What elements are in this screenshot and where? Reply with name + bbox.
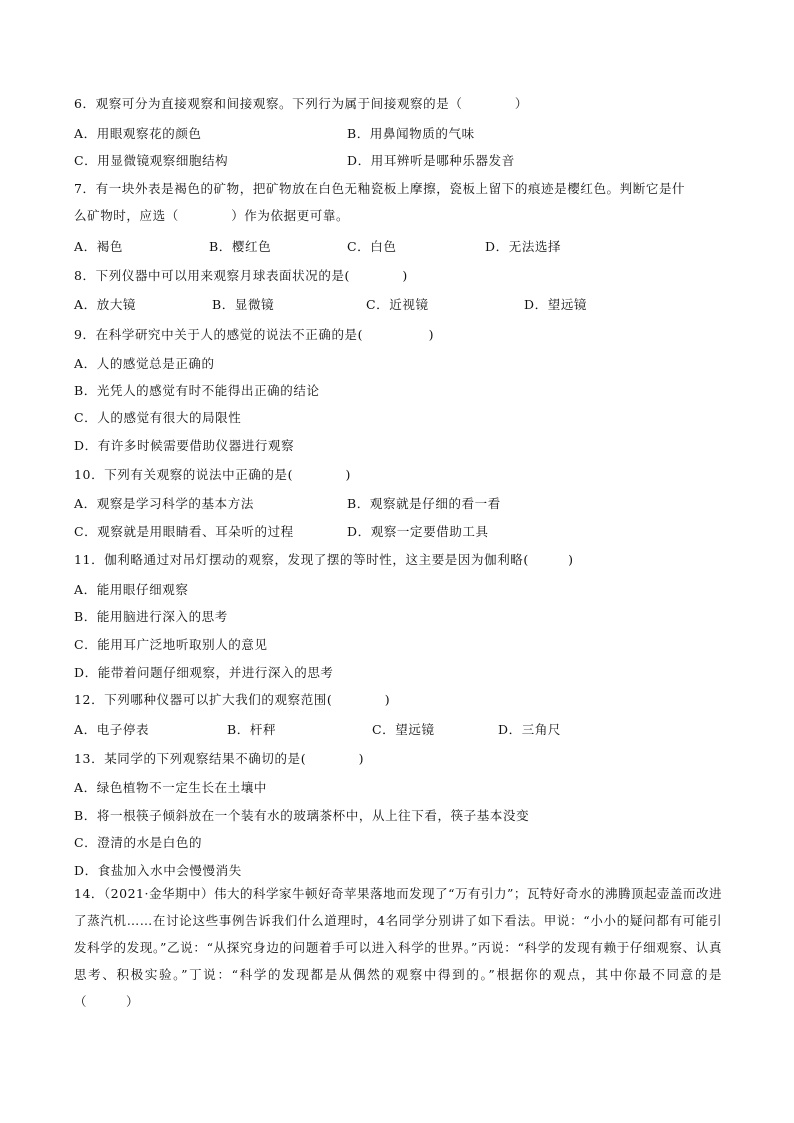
question-13-option-a: A．绿色植物不一定生长在土壤中 xyxy=(74,780,268,795)
question-12-option-d: D．三角尺 xyxy=(498,722,562,737)
question-11-option-b: B．能用脑进行深入的思考 xyxy=(74,609,228,624)
question-7-option-c: C．白色 xyxy=(347,239,397,254)
question-8-option-d: D．望远镜 xyxy=(524,297,588,312)
question-7-stem-line-2: 么矿物时，应选（ ）作为依据更可靠。 xyxy=(74,208,350,223)
question-6-option-c: C．用显微镜观察细胞结构 xyxy=(74,153,229,168)
question-8-stem: 8．下列仪器中可以用来观察月球表面状况的是( ) xyxy=(74,268,408,283)
question-9-option-a: A．人的感觉总是正确的 xyxy=(74,356,215,371)
question-9-option-c: C．人的感觉有很大的局限性 xyxy=(74,410,242,425)
question-14-paragraph: 14．（2021·金华期中）伟大的科学家牛顿好奇苹果落地而发现了“万有引力”；瓦特好奇水的沸腾顶起壶盖而改进了蒸汽机……在讨论这些事例告诉我们什么道理时，4名同学分别讲了如下看法。甲说：“小小的疑问都有可能引发科学的发现。”乙说：“从探究身边的问题着手可以进入科学的世界。”丙说：“科学的发现有赖于仔细观察、认真思考、积极实验。”丁说：“科学的发现都是从偶然的观察中得到的。”根据你的观点，其中你最不同意的是（ ） xyxy=(74,886,722,1009)
question-13-option-d: D．食盐加入水中会慢慢消失 xyxy=(74,863,242,878)
question-13-option-c: C．澄清的水是白色的 xyxy=(74,835,203,850)
question-10-option-c: C．观察就是用眼睛看、耳朵听的过程 xyxy=(74,524,294,539)
question-10-option-a: A．观察是学习科学的基本方法 xyxy=(74,496,254,511)
question-11-stem: 11．伽利略通过对吊灯摆动的观察，发现了摆的等时性，这主要是因为伽利略( ) xyxy=(74,552,574,567)
question-12-option-b: B．杆秤 xyxy=(227,722,277,737)
question-7-option-a: A．褐色 xyxy=(74,239,123,254)
question-8-option-c: C．近视镜 xyxy=(366,297,429,312)
question-6-option-a: A．用眼观察花的颜色 xyxy=(74,126,202,141)
question-9-option-d: D．有许多时候需要借助仪器进行观察 xyxy=(74,438,295,453)
question-12-option-a: A．电子停表 xyxy=(74,722,150,737)
question-11-option-a: A．能用眼仔细观察 xyxy=(74,582,189,597)
question-7-option-b: B．樱红色 xyxy=(209,239,272,254)
question-10-option-d: D．观察一定要借助工具 xyxy=(347,524,489,539)
question-10-option-b: B．观察就是仔细的看一看 xyxy=(347,496,501,511)
question-10-stem: 10．下列有关观察的说法中正确的是( ) xyxy=(74,467,351,482)
question-11-option-d: D．能带着问题仔细观察，并进行深入的思考 xyxy=(74,665,334,680)
question-6-option-d: D．用耳辨听是哪种乐器发音 xyxy=(347,153,515,168)
question-9-option-b: B．光凭人的感觉有时不能得出正确的结论 xyxy=(74,383,320,398)
question-7-option-d: D．无法选择 xyxy=(485,239,562,254)
question-9-stem: 9．在科学研究中关于人的感觉的说法不正确的是( ) xyxy=(74,327,435,342)
question-13-stem: 13．某同学的下列观察结果不确切的是( ) xyxy=(74,751,365,766)
question-8-option-b: B．显微镜 xyxy=(212,297,275,312)
question-13-option-b: B．将一根筷子倾斜放在一个装有水的玻璃茶杯中，从上往下看，筷子基本没变 xyxy=(74,808,530,823)
question-6-option-b: B．用鼻闻物质的气味 xyxy=(347,126,475,141)
question-12-stem: 12．下列哪种仪器可以扩大我们的观察范围( ) xyxy=(74,692,391,707)
question-7-stem-line-1: 7．有一块外表是褐色的矿物，把矿物放在白色无釉瓷板上摩擦，瓷板上留下的痕迹是樱红色。判断它是什 xyxy=(74,181,686,196)
question-8-option-a: A．放大镜 xyxy=(74,297,137,312)
question-6-stem: 6．观察可分为直接观察和间接观察。下列行为属于间接观察的是（ ） xyxy=(74,96,528,111)
question-11-option-c: C．能用耳广泛地听取别人的意见 xyxy=(74,637,268,652)
question-12-option-c: C．望远镜 xyxy=(372,722,435,737)
